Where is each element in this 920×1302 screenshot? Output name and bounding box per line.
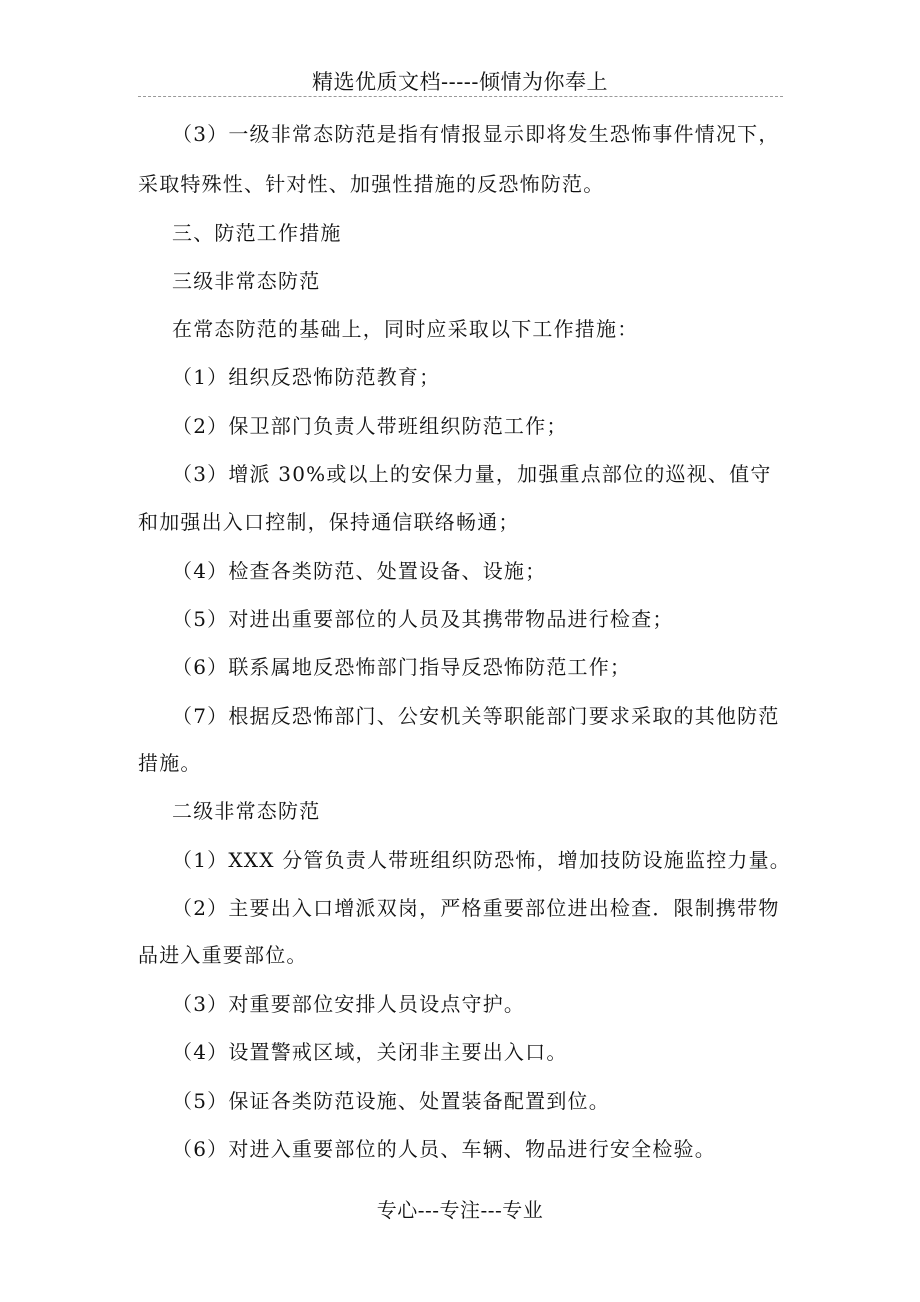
body-line: 在常态防范的基础上，同时应采取以下工作措施： (172, 317, 639, 341)
list-item: （7）根据反恐怖部门、公安机关等职能部门要求采取的其他防范 (172, 704, 780, 728)
list-item: （2）保卫部门负责人带班组织防范工作； (172, 414, 568, 438)
subsection-heading: 二级非常态防范 (172, 799, 321, 823)
page-header: 精选优质文档-----倾情为你奉上 (312, 70, 608, 94)
page-footer: 专心---专注---专业 (376, 1198, 544, 1222)
body-line: 采取特殊性、针对性、加强性措施的反恐怖防范。 (138, 172, 605, 196)
header-divider (138, 96, 783, 97)
list-item-continuation: 品进入重要部位。 (138, 943, 308, 967)
list-item: （4）检查各类防范、处置设备、设施； (172, 559, 547, 583)
list-item: （5）对进出重要部位的人员及其携带物品进行检查； (172, 607, 674, 631)
list-item: （3）对重要部位安排人员设点守护。 (172, 992, 526, 1016)
subsection-heading: 三级非常态防范 (172, 269, 321, 293)
list-item: （4）设置警戒区域，关闭非主要出入口。 (172, 1040, 568, 1064)
list-item-continuation: 措施。 (138, 751, 202, 775)
list-item-continuation: 和加强出入口控制，保持通信联络畅通； (138, 510, 520, 534)
section-heading: 三、防范工作措施 (172, 221, 342, 245)
body-line: （3）一级非常态防范是指有情报显示即将发生恐怖事件情况下， (172, 122, 780, 146)
list-item: （5）保证各类防范设施、处置装备配置到位。 (172, 1089, 610, 1113)
list-item: （6）对进入重要部位的人员、车辆、物品进行安全检验。 (172, 1137, 716, 1161)
list-item: （3）增派 30%或以上的安保力量，加强重点部位的巡视、值守 (172, 462, 772, 486)
list-item: （1）组织反恐怖防范教育； (172, 365, 441, 389)
list-item: （6）联系属地反恐怖部门指导反恐怖防范工作； (172, 655, 632, 679)
list-item: （2）主要出入口增派双岗，严格重要部位进出检查．限制携带物 (172, 896, 780, 920)
list-item: （1）XXX 分管负责人带班组织防恐怖，增加技防设施监控力量。 (172, 848, 791, 872)
